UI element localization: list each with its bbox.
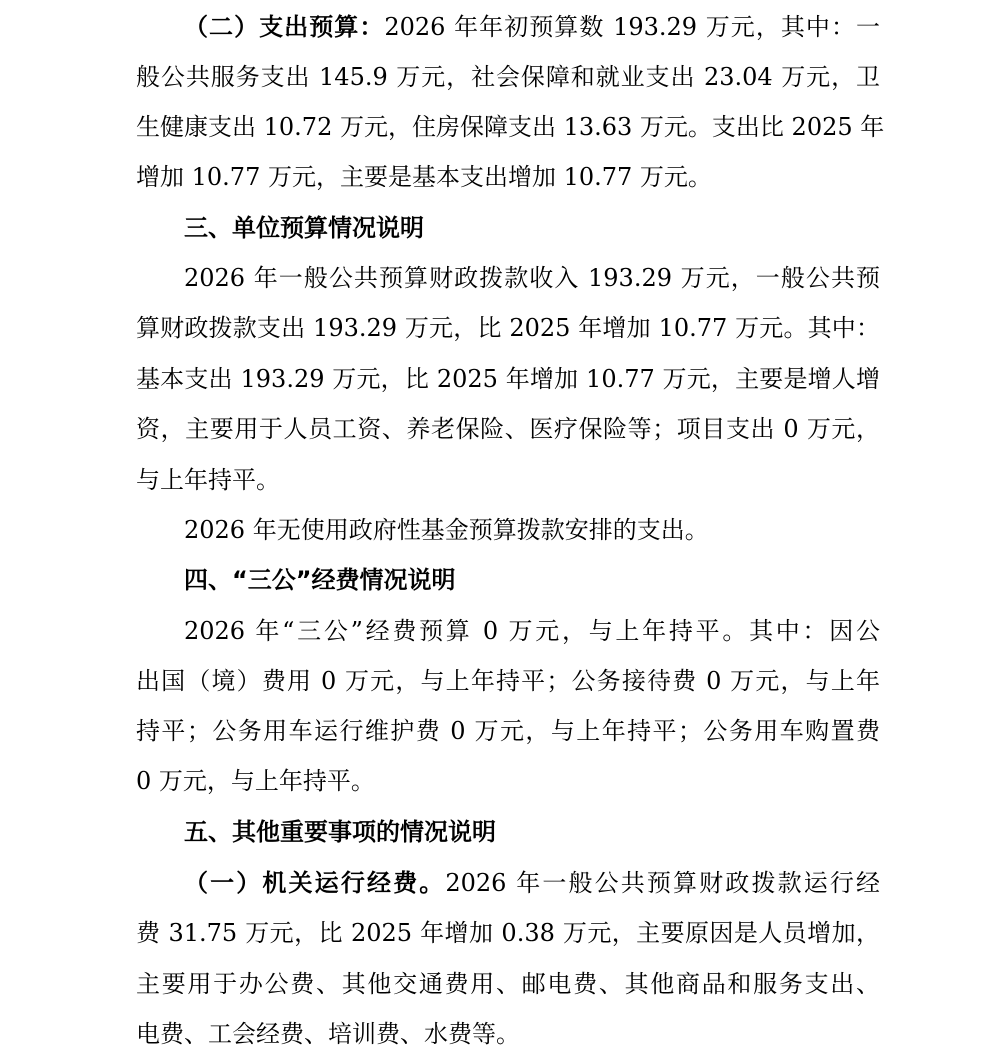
para-three-public-line-3: 持平；公务用车运行维护费 0 万元，与上年持平；公务用车购置费: [136, 717, 880, 745]
para-operating-funds-line-3: 主要用于办公费、其他交通费用、邮电费、其他商品和服务支出、: [136, 970, 880, 998]
para-fund-budget-line-1: 2026 年无使用政府性基金预算拨款安排的支出。: [184, 516, 709, 544]
para-three-public-line-1: 2026 年“三公”经费预算 0 万元，与上年持平。其中：因公: [184, 617, 880, 645]
heading-three-public-expenses: 四、“三公”经费情况说明: [184, 566, 456, 594]
heading-other-matters: 五、其他重要事项的情况说明: [184, 818, 496, 846]
para-operating-funds-line-2: 费 31.75 万元，比 2025 年增加 0.38 万元，主要原因是人员增加，: [136, 919, 880, 947]
heading-unit-budget: 三、单位预算情况说明: [184, 214, 424, 242]
para-unit-budget-line-2: 算财政拨款支出 193.29 万元，比 2025 年增加 10.77 万元。其中：: [136, 314, 880, 342]
para-three-public-line-2: 出国（境）费用 0 万元，与上年持平；公务接待费 0 万元，与上年: [136, 667, 880, 695]
para-expenditure-line-3: 生健康支出 10.72 万元，住房保障支出 13.63 万元。支出比 2025 年: [136, 113, 885, 141]
para-unit-budget-line-3: 基本支出 193.29 万元，比 2025 年增加 10.77 万元，主要是增人增: [136, 365, 880, 393]
operating-funds-label: （一）机关运行经费。: [184, 869, 446, 897]
expenditure-label: （二）支出预算：: [184, 13, 385, 41]
para-unit-budget-line-1: 2026 年一般公共预算财政拨款收入 193.29 万元，一般公共预: [184, 264, 880, 292]
para-unit-budget-line-4: 资，主要用于人员工资、养老保险、医疗保险等；项目支出 0 万元，: [136, 415, 880, 443]
para-unit-budget-line-5: 与上年持平。: [136, 466, 280, 494]
para-expenditure-line-2: 般公共服务支出 145.9 万元，社会保障和就业支出 23.04 万元，卫: [136, 63, 880, 91]
expenditure-line-1-text: 2026 年年初预算数 193.29 万元，其中：一: [384, 13, 880, 41]
operating-funds-line-1-text: 2026 年一般公共预算财政拨款运行经: [445, 869, 880, 897]
para-three-public-line-4: 0 万元，与上年持平。: [136, 767, 375, 795]
para-operating-funds-line-4: 电费、工会经费、培训费、水费等。: [136, 1020, 520, 1048]
para-operating-funds-line-1: [184, 866, 880, 900]
para-expenditure-line-1: [184, 10, 880, 44]
para-expenditure-line-4: 增加 10.77 万元，主要是基本支出增加 10.77 万元。: [136, 163, 712, 191]
